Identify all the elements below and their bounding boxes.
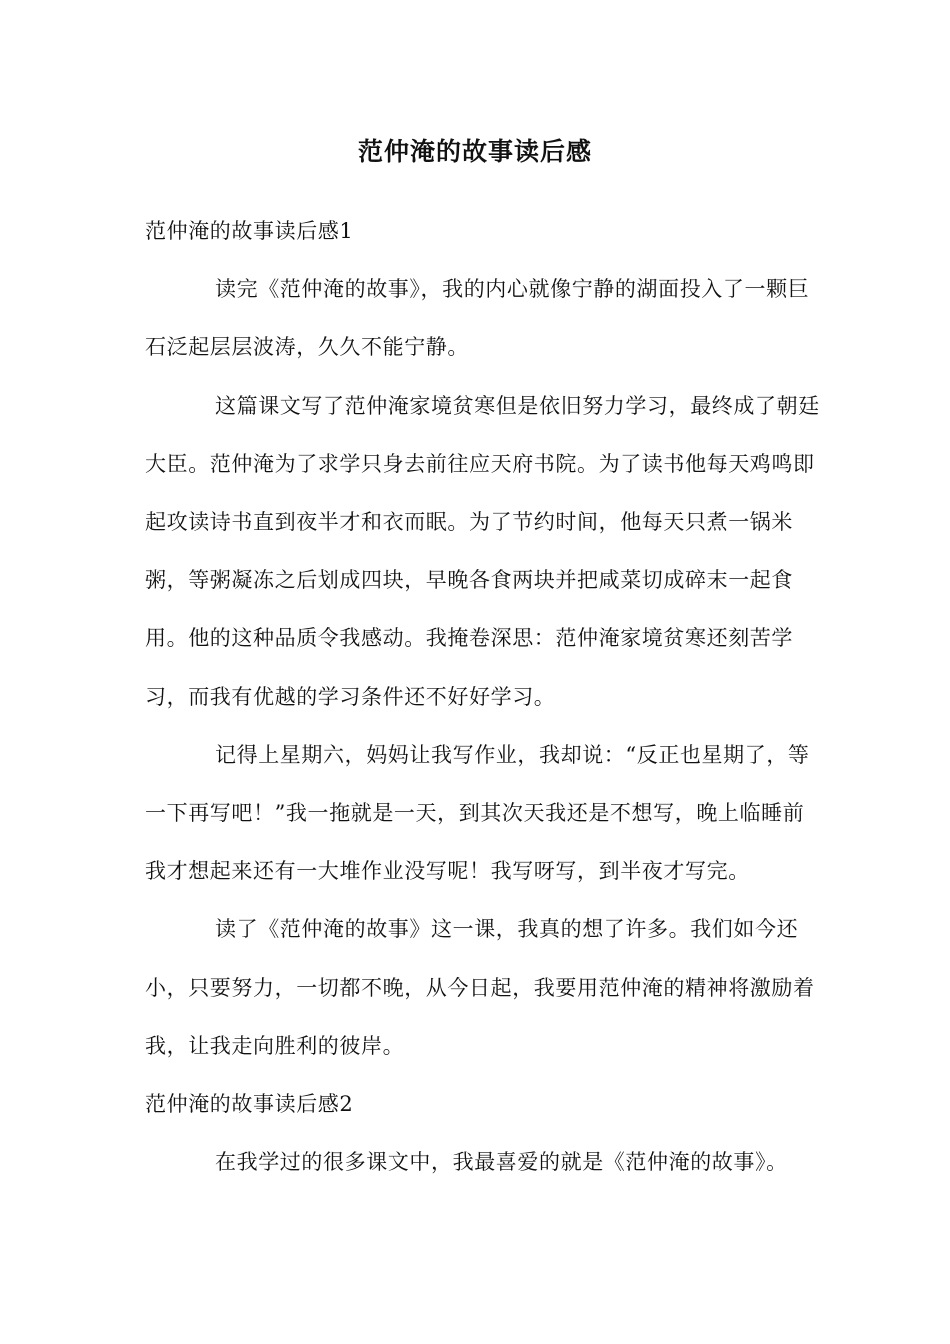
section-heading-2: 范仲淹的故事读后感2: [145, 1092, 354, 1117]
document-title: 范仲淹的故事读后感: [357, 137, 592, 166]
paragraph: 在我学过的很多课文中，我最喜爱的就是《范仲淹的故事》。: [215, 1150, 788, 1175]
section-heading-1: 范仲淹的故事读后感1: [145, 219, 354, 243]
document-body: [145, 202, 825, 1191]
paragraph: 记得上星期六，妈妈让我写作业，我却说：“反正也星期了，等一下再写吧！”我一拖就是一天，到其次天我还是不想写，晚上临睡前我才想起来还有一大堆作业没写呢！我写呀写，到半夜才写完。: [145, 742, 810, 884]
paragraph: 读了《范仲淹的故事》这一课，我真的想了许多。我们如今还小，只要努力，一切都不晚，从今日起，我要用范仲淹的精神将激励着我，让我走向胜利的彼岸。: [145, 917, 815, 1058]
paragraph: 这篇课文写了范仲淹家境贫寒但是依旧努力学习，最终成了朝廷大臣。范仲淹为了求学只身去前往应天府书院。为了读书他每天鸡鸣即起攻读诗书直到夜半才和衣而眠。为了节约时间，他每天只煮一锅米粥，等粥凝冻之后划成四块，早晚各食两块并把咸菜切成碎末一起食用。他的这种品质令我感动。我掩卷深思：范仲淹家境贫寒还刻苦学习，而我有优越的学习条件还不好好学习。: [145, 393, 820, 709]
paragraph: 读完《范仲淹的故事》，我的内心就像宁静的湖面投入了一颗巨石泛起层层波涛，久久不能宁静。: [145, 277, 810, 360]
